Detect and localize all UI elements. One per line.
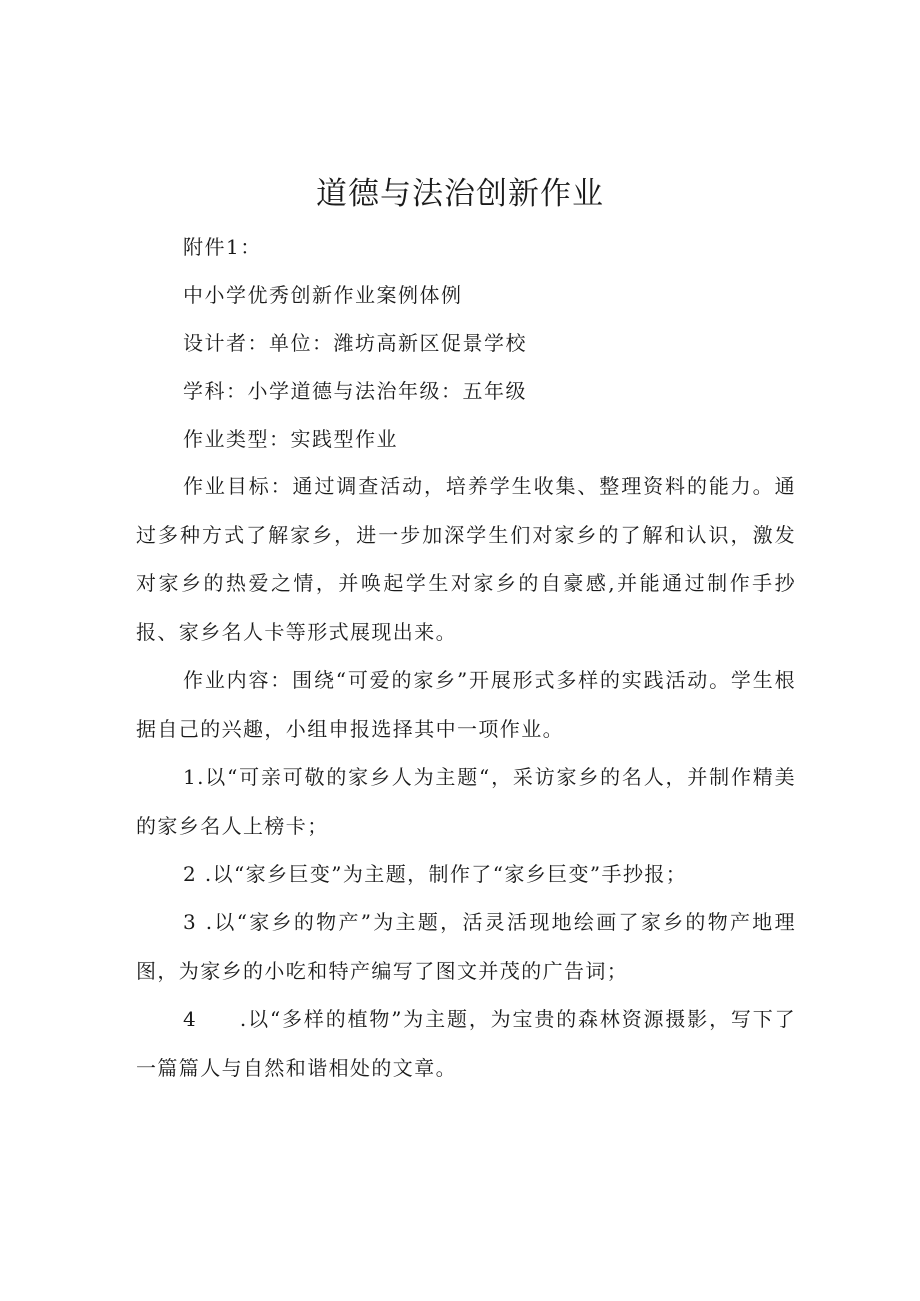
homework-item-4: 4 .以“多样的植物”为主题，为宝贵的森林资源摄影，写下了一篇篇人与自然和谐相处的文章。 [136, 1007, 796, 1080]
homework-item-1: 1.以“可亲可敬的家乡人为主题“，采访家乡的名人，并制作精美的家乡名人上榜卡； [136, 765, 796, 838]
homework-type-line: 作业类型：实践型作业 [183, 427, 398, 451]
document-subtitle: 中小学优秀创新作业案例体例 [183, 283, 463, 307]
designer-line: 设计者：单位：潍坊高新区促景学校 [183, 331, 527, 355]
document-title: 道德与法治创新作业 [316, 176, 604, 212]
homework-content-paragraph: 作业内容：围绕“可爱的家乡”开展形式多样的实践活动。学生根据自己的兴趣，小组申报选择其中一项作业。 [136, 668, 796, 741]
subject-line: 学科：小学道德与法治年级：五年级 [183, 379, 527, 403]
attachment-label: 附件1： [183, 235, 262, 259]
homework-item-2: 2 .以“家乡巨变”为主题，制作了“家乡巨变”手抄报； [183, 862, 688, 886]
homework-item-3: 3 .以“家乡的物产”为主题，活灵活现地绘画了家乡的物产地理图，为家乡的小吃和特产编写了图文并茂的广告词； [136, 910, 796, 983]
homework-goal-paragraph: 作业目标：通过调查活动，培养学生收集、整理资料的能力。通过多种方式了解家乡，进一步加深学生们对家乡的了解和认识，激发对家乡的热爱之情，并唤起学生对家乡的自豪感,并能通过制作手抄报、家乡名人卡等形式展现出来。 [136, 474, 796, 644]
